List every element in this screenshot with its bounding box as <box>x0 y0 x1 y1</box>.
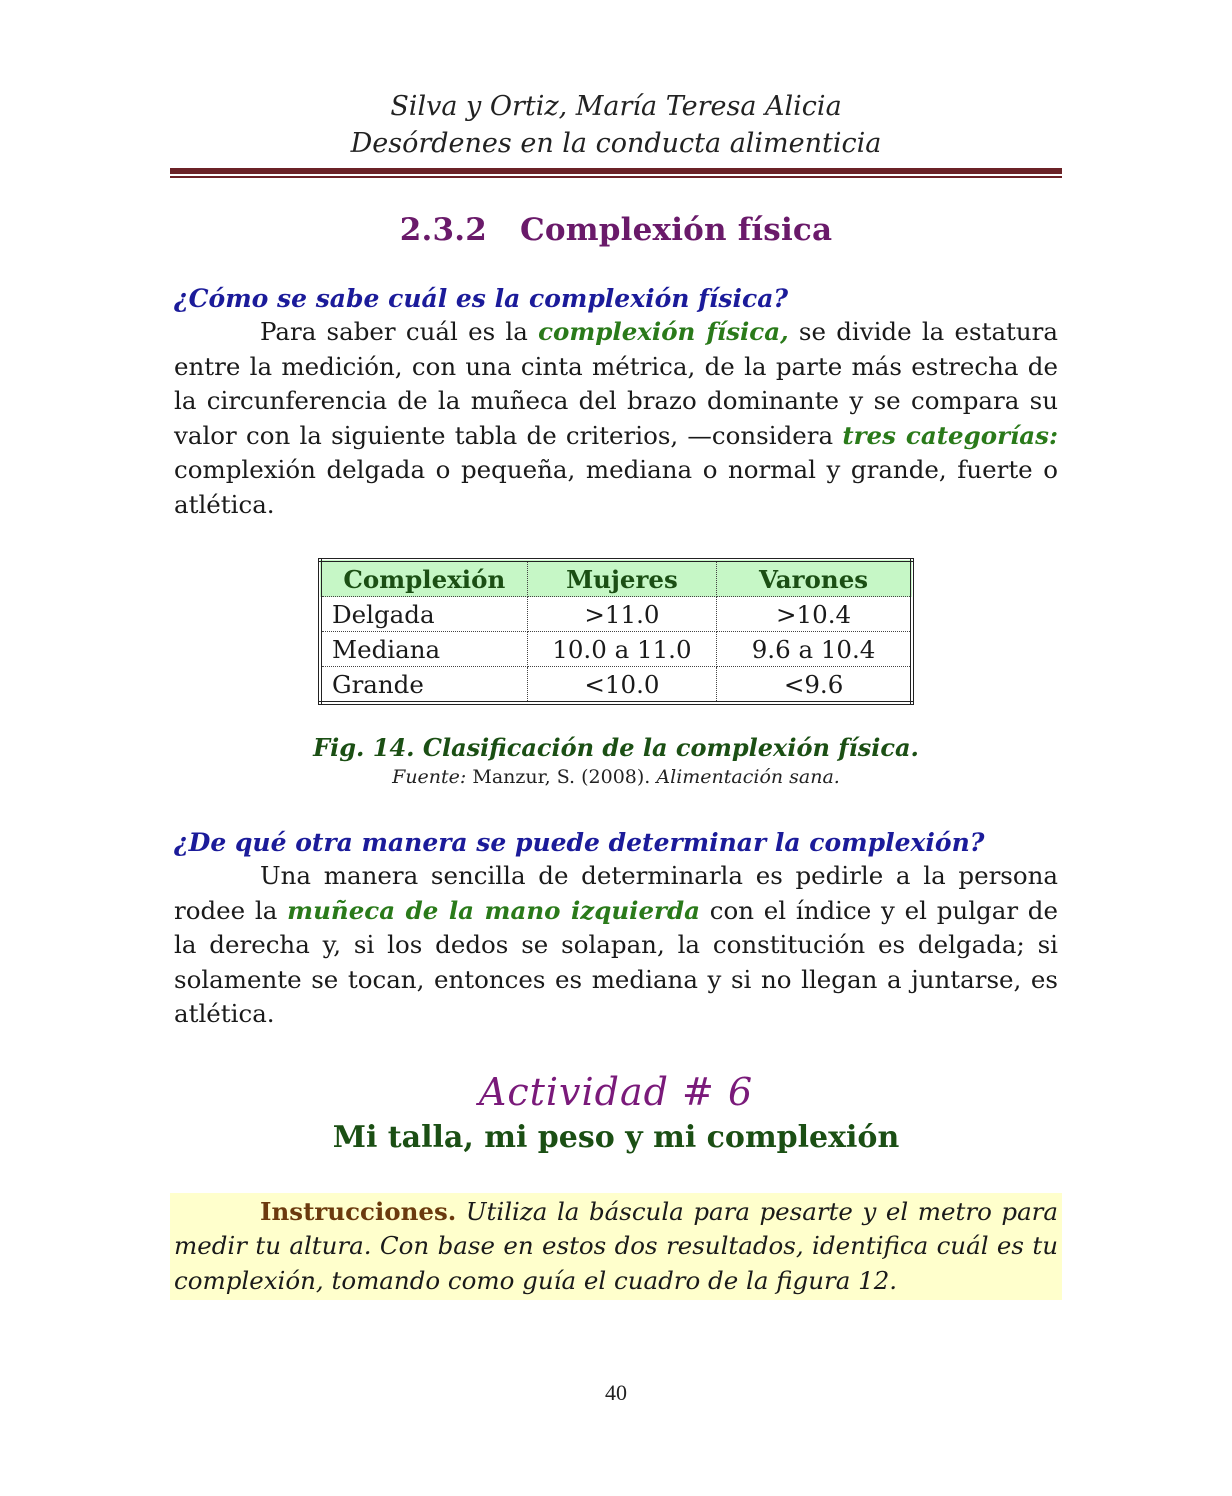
table-header-cell: Varones <box>717 560 912 597</box>
section-heading <box>170 212 1062 248</box>
source-label: Fuente: <box>392 766 467 788</box>
table-row <box>320 632 912 667</box>
table-cell: >10.4 <box>717 597 912 632</box>
source-author: Manzur, S. (2008). <box>466 766 657 788</box>
instructions-label: Instrucciones. <box>260 1196 457 1226</box>
table-header-cell: Mujeres <box>527 560 716 597</box>
paragraph-1-text-c: complexión delgada o pequeña, mediana o normal y grande, fuerte o atlética. <box>174 455 1058 519</box>
question-2: ¿De qué otra manera se puede determinar la complexión? <box>174 828 985 857</box>
table-header-row <box>320 560 912 597</box>
table-cell: Grande <box>320 667 527 704</box>
highlight-tres-categorias: tres categorías: <box>842 420 1059 450</box>
header-rule-thin <box>170 176 1062 178</box>
paragraph-1 <box>174 315 1058 522</box>
header-title: Desórdenes en la conducta alimenticia <box>350 128 882 159</box>
header-rule-thick <box>170 168 1062 174</box>
table-cell: 10.0 a 11.0 <box>527 632 716 667</box>
page-content <box>170 0 1062 1325</box>
section-title: Complexión física <box>519 212 833 248</box>
source-title: Alimentación sana. <box>656 766 840 788</box>
table-cell: <10.0 <box>527 667 716 704</box>
instructions-box <box>170 1193 1062 1301</box>
paragraph-2 <box>174 859 1058 1032</box>
question-1: ¿Cómo se sabe cuál es la complexión física? <box>174 284 789 313</box>
figure-caption: Fig. 14. Clasificación de la complexión física. <box>313 733 919 762</box>
header-author: Silva y Ortiz, María Teresa Alicia <box>390 91 842 122</box>
paragraph-1-text-b: se divide la estatura entre la medición, con una cinta métrica, de la parte más estrecha de la circunferencia de la muñeca del brazo dominante y se compara su valor con la siguiente tabla de criterios, —considera <box>174 317 1059 450</box>
activity-subtitle: Mi talla, mi peso y mi complexión <box>332 1119 900 1155</box>
running-header <box>170 88 1062 162</box>
highlight-muneca: muñeca de la mano izquierda <box>287 895 700 925</box>
paragraph-1-text-a: Para saber cuál es la <box>260 317 539 346</box>
paragraph-2-text-b: con el índice y el pulgar de la derecha y, si los dedos se solapan, la constitución es delgada; si solamente se tocan, entonces es mediana y si no llegan a juntarse, es atlética. <box>174 895 1058 1028</box>
highlight-complexion-fisica: complexión física, <box>538 317 789 346</box>
table-row <box>320 667 912 704</box>
table-cell: <9.6 <box>717 667 912 704</box>
page-number: 40 <box>605 1380 627 1405</box>
activity-title: Actividad # 6 <box>478 1069 754 1114</box>
table-cell: 9.6 a 10.4 <box>717 632 912 667</box>
table-cell: Delgada <box>320 597 527 632</box>
instructions-text: Utiliza la báscula para pesarte y el metro para medir tu altura. Con base en estos dos resultados, identifica cuál es tu complexión, tomando como guía el cuadro de la figura 12. <box>174 1196 1058 1295</box>
table-cell: Mediana <box>320 632 527 667</box>
table-row <box>320 597 912 632</box>
complexion-table <box>318 558 914 705</box>
section-number: 2.3.2 <box>399 212 487 248</box>
figure-source <box>170 766 1062 788</box>
paragraph-2-text-a: Una manera sencilla de determinarla es pedirle a la persona rodee la <box>174 861 1058 925</box>
table-header-cell: Complexión <box>320 560 527 597</box>
table-cell: >11.0 <box>527 597 716 632</box>
